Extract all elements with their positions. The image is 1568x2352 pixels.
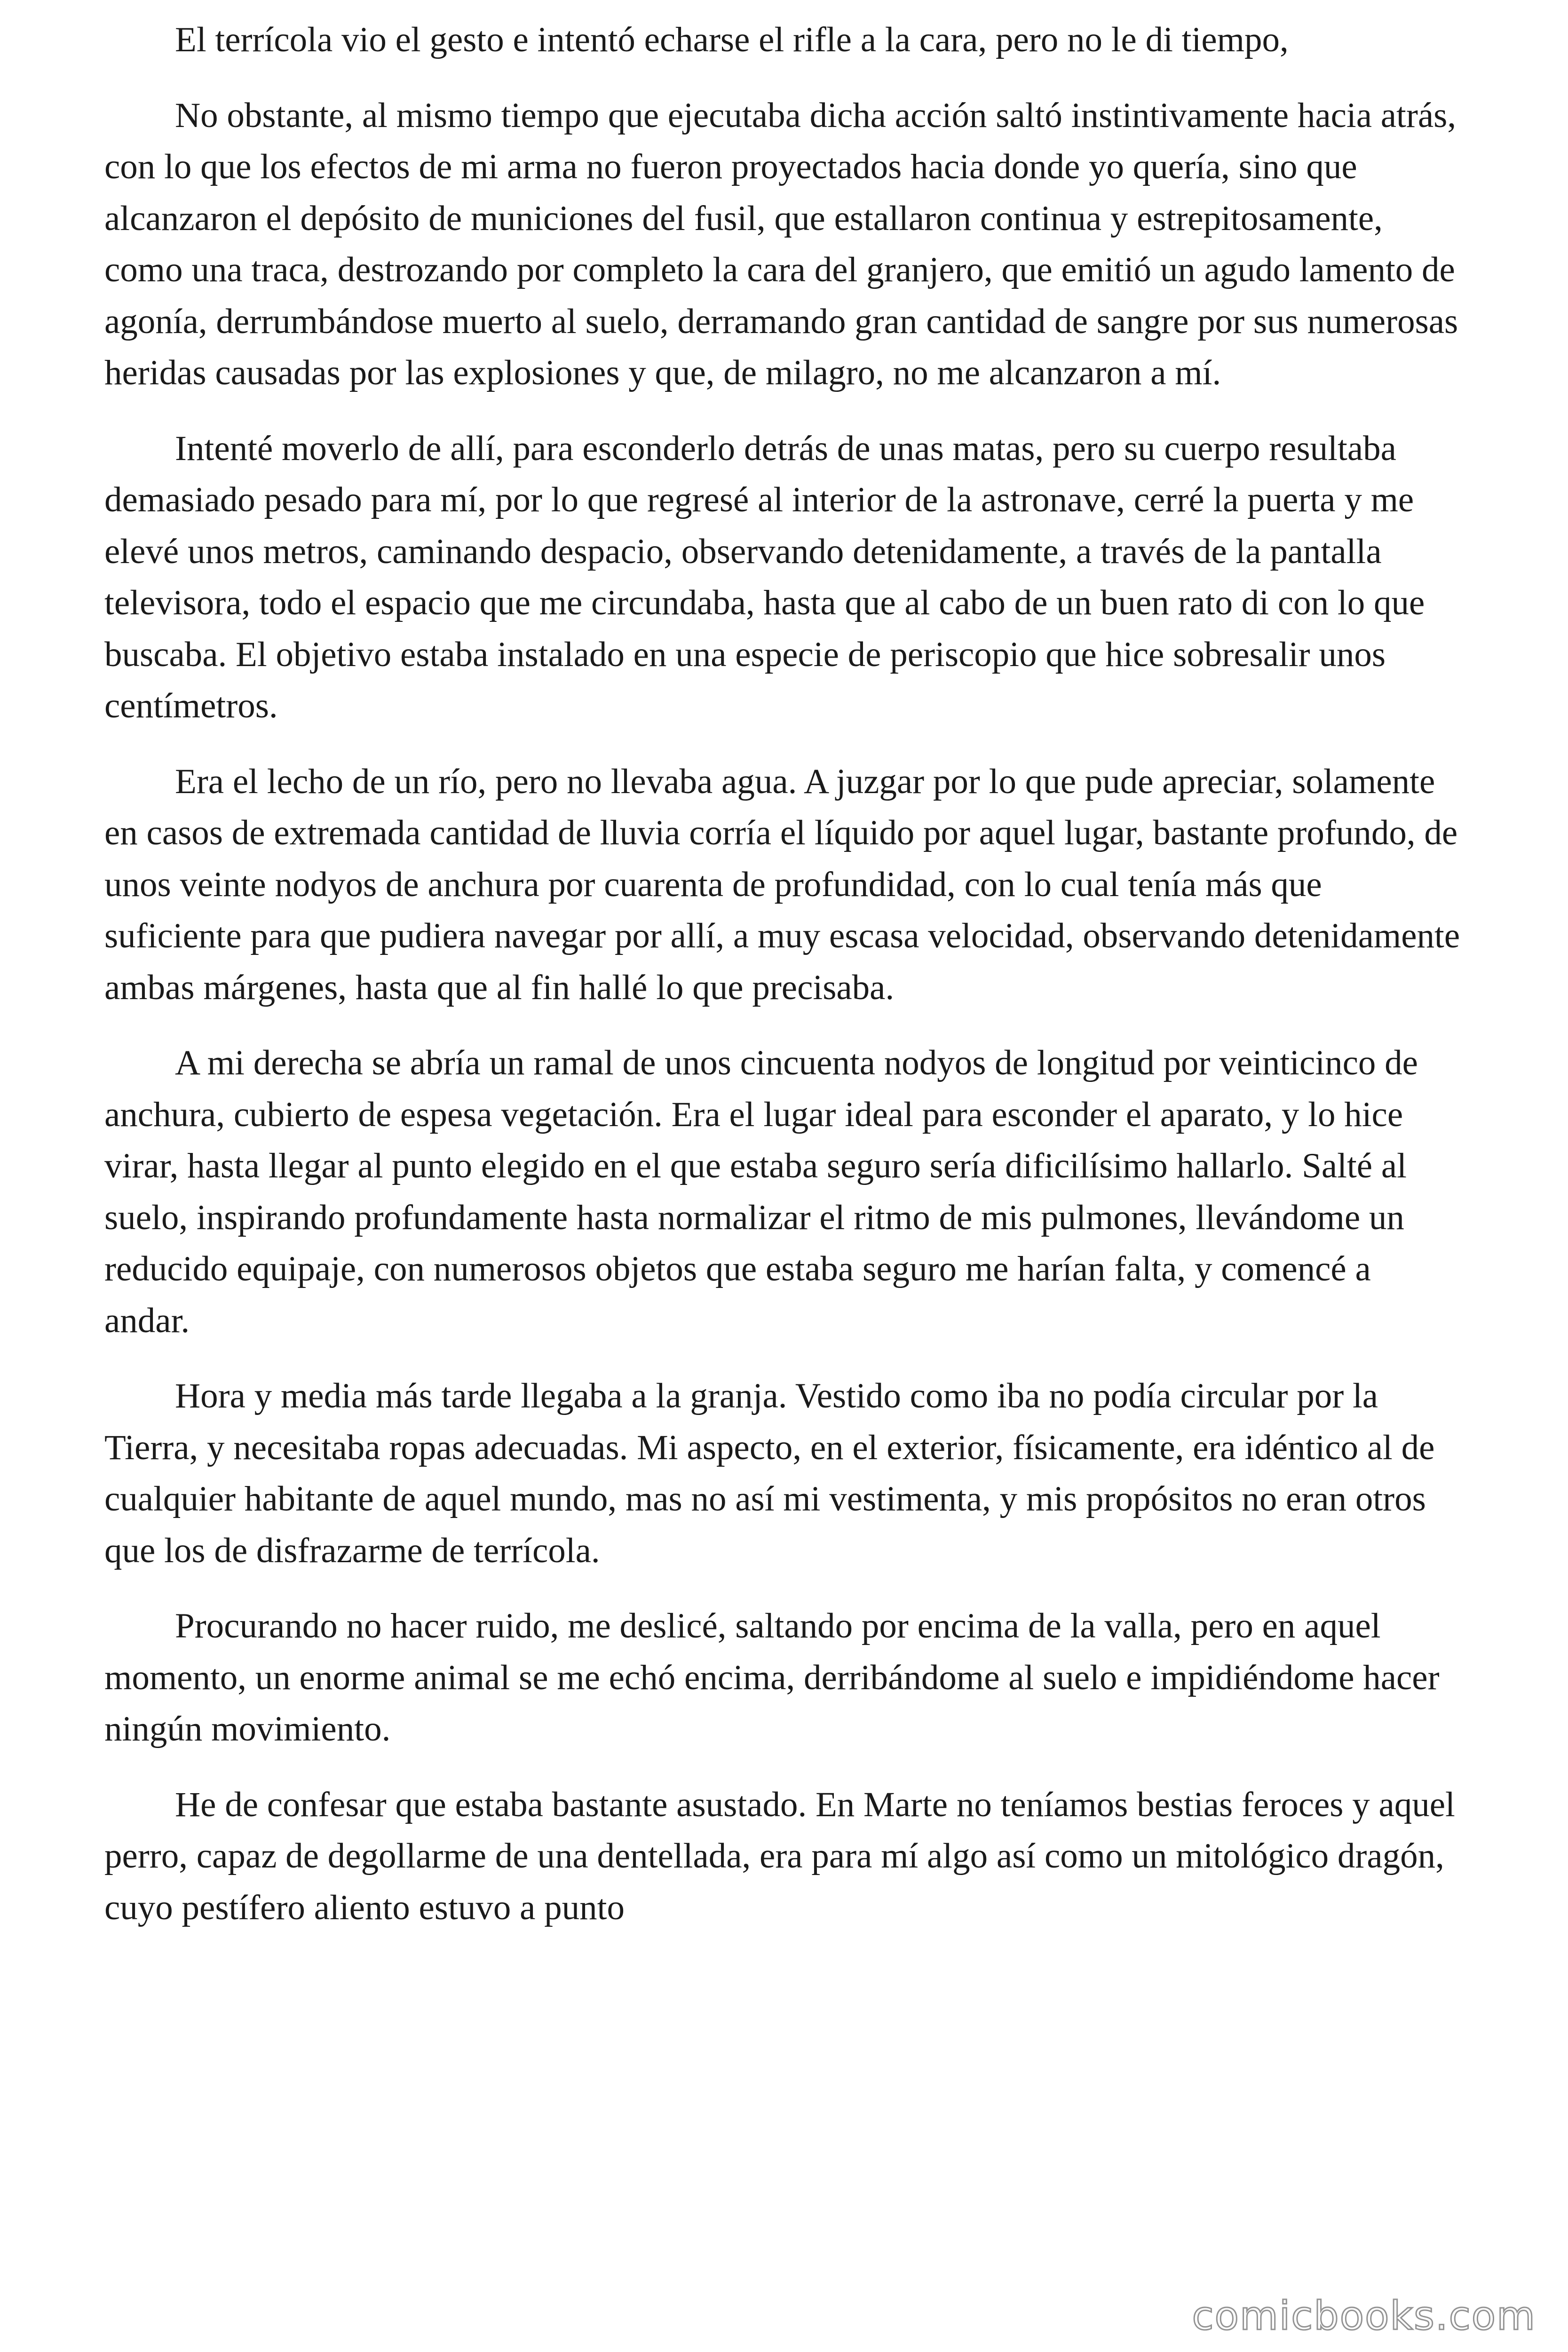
paragraph-3: Intenté moverlo de allí, para esconderlo detrás de unas matas, pero su cuerpo resultaba demasiado pesado para mí, por lo que regresé al interior de la astronave, cerré la puerta y me elevé unos metros, caminando despacio, observando detenidamente, a través de la pantalla televisora, todo el espacio que me circundaba, hasta que al cabo de un buen rato di con lo que buscaba. El objetivo estaba instalado en una especie de periscopio que hice sobresalir unos centímetros. <box>104 429 1425 725</box>
paragraph-6: Hora y media más tarde llegaba a la granja. Vestido como iba no podía circular por la Tierra, y necesitaba ropas adecuadas. Mi aspecto, en el exterior, físicamente, era idéntico al de cualquier habitante de aquel mundo, mas no así mi vestimenta, y mis propósitos no eran otros que los de disfrazarme de terrícola. <box>104 1376 1435 1570</box>
paragraph-5: A mi derecha se abría un ramal de unos cincuenta nodyos de longitud por veinticinco de anchura, cubierto de espesa vegetación. Era el lugar ideal para esconder el aparato, y lo hice virar, hasta llegar al punto elegido en el que estaba seguro sería dificilísimo hallarlo. Salté al suelo, inspirando profundamente hasta normalizar el ritmo de mis pulmones, llevándome un reducido equipaje, con numerosos objetos que estaba seguro me harían falta, y comencé a andar. <box>104 1043 1418 1340</box>
paragraph-7: Procurando no hacer ruido, me deslicé, saltando por encima de la valla, pero en aquel momento, un enorme animal se me echó encima, derribándome al suelo e impidiéndome hacer ningún movimiento. <box>104 1606 1440 1748</box>
watermark-logo: comicbooks.com <box>1192 2293 1536 2339</box>
paragraph-2: No obstante, al mismo tiempo que ejecutaba dicha acción saltó instintivamente hacia atrás, con lo que los efectos de mi arma no fueron proyectados hacia donde yo quería, sino que alcanzaron el depósito de municiones del fusil, que estallaron continua y estrepitosamente, como una traca, destrozando por completo la cara del granjero, que emitió un agudo lamento de agonía, derrumbándose muerto al suelo, derramando gran cantidad de sangre por sus numerosas heridas causadas por las explosiones y que, de milagro, no me alcanzaron a mí. <box>104 95 1458 392</box>
paragraph-4: Era el lecho de un río, pero no llevaba agua. A juzgar por lo que pude apreciar, solamente en casos de extremada cantidad de lluvia corría el líquido por aquel lugar, bastante profundo, de unos veinte nodyos de anchura por cuarenta de profundidad, con lo cual tenía más que suficiente para que pudiera navegar por allí, a muy escasa velocidad, observando detenidamente ambas márgenes, hasta que al fin hallé lo que precisaba. <box>104 762 1460 1007</box>
paragraph-8: He de confesar que estaba bastante asustado. En Marte no teníamos bestias feroces y aquel perro, capaz de degollarme de una dentellada, era para mí algo así como un mitológico dragón, cuyo pestífero aliento estuvo a punto <box>104 1785 1455 1927</box>
page-body <box>104 14 1464 1933</box>
paragraph-1: El terrícola vio el gesto e intentó echarse el rifle a la cara, pero no le di tiempo, <box>175 20 1289 59</box>
